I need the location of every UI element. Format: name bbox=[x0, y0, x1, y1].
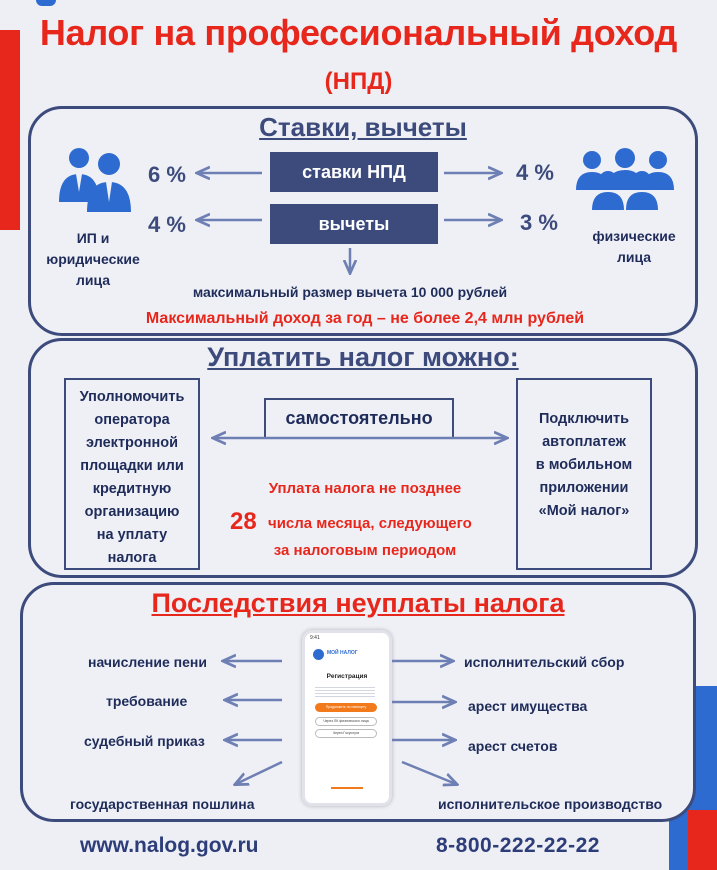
self-payment-box: самостоятельно bbox=[264, 398, 454, 438]
arrow-state-fee bbox=[236, 762, 282, 784]
consequence-court-order: судебный приказ bbox=[84, 733, 205, 749]
consequences-heading: Последствия неуплаты налога bbox=[151, 588, 565, 618]
page-title: Налог на профессиональный доход bbox=[39, 12, 678, 53]
arrow-proceedings bbox=[402, 762, 456, 784]
left-rate: 6 % bbox=[148, 162, 186, 187]
max-income-text: Максимальный доход за год – не более 2,4 млн рублей bbox=[145, 310, 585, 327]
consequence-penalty: начисление пени bbox=[88, 654, 207, 670]
phone-primary-button[interactable]: Продолжить по паспорту bbox=[315, 703, 377, 712]
hotline-phone[interactable]: 8-800-222-22-22 bbox=[436, 834, 600, 857]
legal-entities-label: ИП и юридические лица bbox=[46, 230, 140, 288]
consequence-enforcement-fee: исполнительский сбор bbox=[464, 654, 625, 670]
consequence-enforcement-proceedings: исполнительское производство bbox=[438, 796, 663, 812]
left-deduction: 4 % bbox=[148, 212, 186, 237]
phone-secondary-button-2[interactable]: Через Госуслуги bbox=[315, 729, 377, 738]
page-subtitle: (НПД) bbox=[324, 68, 393, 95]
payment-heading: Уплатить налог можно: bbox=[207, 342, 519, 372]
autopay-option-box: Подключить автоплатеж в мобильном приложении «Мой налог» bbox=[516, 378, 652, 570]
phone-secondary-button-1[interactable]: Через ЛК физического лица bbox=[315, 717, 377, 726]
consequence-state-fee: государственная пошлина bbox=[70, 796, 255, 812]
operator-option-box: Уполномочить оператора электронной площадки или кредитную организацию на уплату налога bbox=[64, 378, 200, 570]
deadline-day: 28 bbox=[230, 508, 257, 535]
consequence-demand: требование bbox=[106, 693, 188, 709]
deductions-box: вычеты bbox=[270, 204, 438, 244]
rates-box: ставки НПД bbox=[270, 152, 438, 192]
phone-status-time: 9:41 bbox=[310, 635, 320, 641]
website-link[interactable]: www.nalog.gov.ru bbox=[80, 834, 259, 857]
deadline-line-3: за налоговым периодом bbox=[273, 542, 457, 559]
max-deduction-text: максимальный размер вычета 10 000 рублей bbox=[192, 284, 508, 300]
individuals-label: физические лица bbox=[592, 228, 676, 265]
phone-screen-title: Регистрация bbox=[326, 673, 368, 680]
deadline-line-2: числа месяца, следующего bbox=[268, 515, 472, 532]
rates-heading: Ставки, вычеты bbox=[259, 112, 467, 142]
phone-app-name: МОЙ НАЛОГ bbox=[327, 650, 358, 656]
deadline-line-1: Уплата налога не позднее bbox=[268, 480, 462, 497]
right-rate: 4 % bbox=[516, 160, 554, 185]
consequence-property-arrest: арест имущества bbox=[468, 698, 588, 714]
consequence-account-arrest: арест счетов bbox=[468, 738, 558, 754]
right-deduction: 3 % bbox=[520, 210, 558, 235]
